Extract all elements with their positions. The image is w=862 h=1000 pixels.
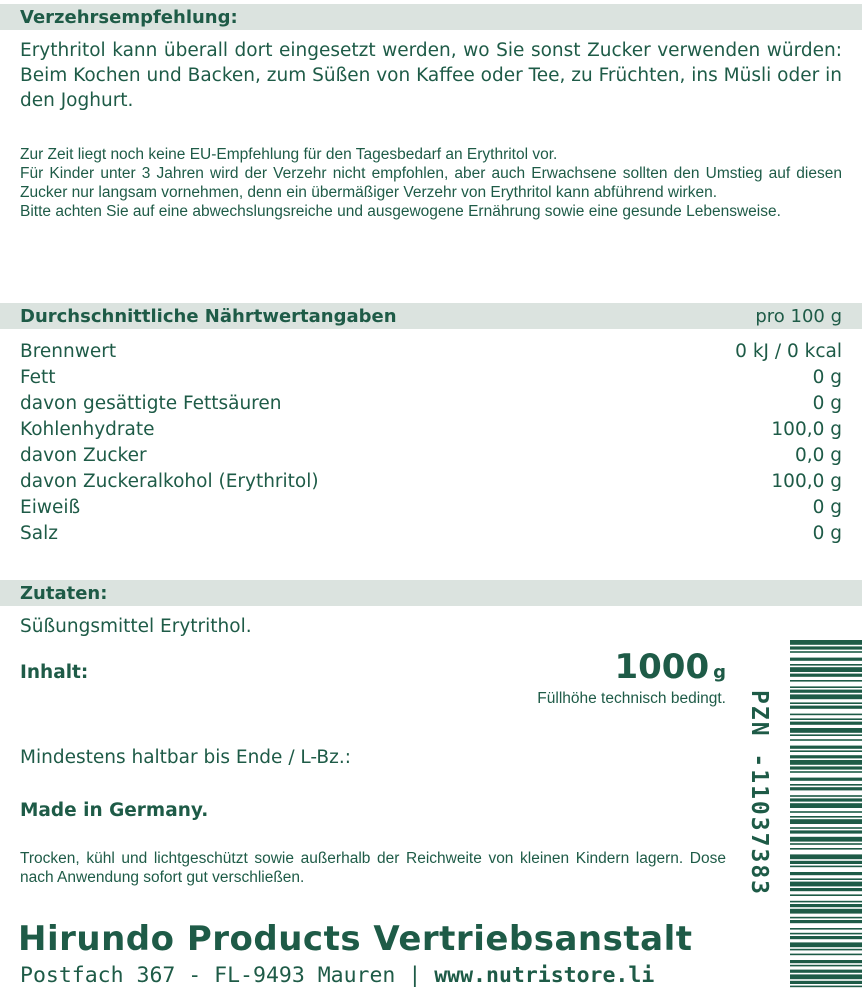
nutrient-value: 100,0 g	[771, 419, 842, 440]
ingredients-heading: Zutaten:	[20, 582, 108, 604]
barcode-bar	[790, 706, 862, 709]
barcode-bar	[790, 798, 862, 801]
barcode-bar	[790, 981, 862, 984]
usage-note: Bitte achten Sie auf eine abwechslungsreiche und ausgewogene Ernährung sowie eine gesunde Lebensweise.	[20, 203, 781, 220]
barcode-bar	[790, 778, 862, 781]
barcode-bar	[790, 816, 862, 818]
barcode-bar	[790, 784, 862, 786]
barcode-bar	[790, 904, 862, 907]
barcode-bar	[790, 686, 862, 688]
barcode-bar	[790, 882, 862, 887]
table-row	[20, 495, 842, 521]
table-row	[20, 521, 842, 547]
usage-notes	[20, 145, 842, 221]
barcode-bar	[790, 933, 862, 935]
table-row	[20, 417, 842, 443]
content-amount	[614, 647, 726, 693]
barcode-bar	[790, 746, 862, 749]
barcode-bar	[790, 909, 862, 914]
best-before: Mindestens haltbar bis Ende / L-Bz.:	[20, 747, 351, 768]
nutrition-header	[0, 303, 862, 329]
barcode-bar	[790, 866, 862, 868]
barcode-bar	[790, 640, 862, 645]
table-row	[20, 443, 842, 469]
barcode-bar	[790, 722, 862, 725]
nutrient-label: Eiweiß	[20, 497, 81, 518]
storage-note: Trocken, kühl und lichtgeschützt sowie außerhalb der Reichweite von kleinen Kindern lagern. Dose nach Anwendung sofort gut verschließen.	[20, 850, 726, 886]
barcode-bar	[790, 718, 862, 720]
barcode-bar	[790, 658, 862, 661]
amount-unit: g	[713, 662, 726, 683]
barcode-bar	[790, 646, 862, 649]
company-address	[20, 960, 654, 992]
barcode-bar	[790, 837, 862, 842]
barcode-bar	[790, 664, 862, 666]
nutrient-value: 0 g	[812, 497, 842, 518]
table-row	[20, 365, 842, 391]
barcode-bar	[790, 734, 862, 736]
barcode-bar	[790, 901, 862, 903]
barcode-bar	[790, 771, 862, 773]
table-row	[20, 469, 842, 495]
barcode-bar	[790, 827, 862, 829]
barcode-bar	[790, 848, 862, 850]
address-text: Postfach 367 - FL-9493 Mauren |	[20, 963, 435, 988]
amount-value: 1000	[614, 647, 710, 687]
barcode-bar	[790, 830, 862, 833]
barcode-bar	[790, 667, 862, 672]
barcode-bar	[790, 888, 862, 891]
nutrient-value: 0 g	[812, 367, 842, 388]
barcode-bar	[790, 949, 862, 951]
content-label: Inhalt:	[20, 662, 89, 683]
nutrition-per: pro 100 g	[755, 305, 842, 327]
barcode-bar	[790, 755, 862, 758]
nutrient-label: Brennwert	[20, 341, 117, 362]
barcode-bar	[790, 854, 862, 859]
nutrient-label: Fett	[20, 367, 56, 388]
barcode-bar	[790, 728, 862, 733]
barcode-bar	[790, 819, 862, 824]
usage-note: Für Kinder unter 3 Jahren wird der Verzehr nicht empfohlen, aber auch Erwachsene sollten den Umstieg auf diesen Zucker nur langsam vornehmen, denn ein übermäßiger Verzehr von Erythritol kann abführend wirken.	[20, 165, 842, 201]
nutrient-value: 0 g	[812, 523, 842, 544]
nutrient-label: Salz	[20, 523, 58, 544]
barcode-bar	[790, 674, 862, 677]
nutrient-value: 0 g	[812, 393, 842, 414]
barcode-bar	[790, 936, 862, 939]
barcode-bar	[790, 920, 862, 923]
origin: Made in Germany.	[20, 800, 209, 821]
barcode-bar	[790, 861, 862, 864]
barcode-bar	[790, 928, 862, 930]
barcode-bar	[790, 694, 862, 699]
barcode-bar	[790, 917, 862, 919]
barcode-bar	[790, 894, 862, 896]
barcode-bar	[790, 787, 862, 790]
barcode-bar	[790, 954, 862, 956]
table-row	[20, 391, 842, 417]
website-link[interactable]: www.nutristore.li	[434, 963, 655, 988]
usage-heading: Verzehrsempfehlung:	[20, 6, 238, 28]
barcode-bar	[790, 795, 862, 797]
fill-note: Füllhöhe technisch bedingt.	[537, 690, 726, 707]
barcode-bar	[790, 960, 862, 963]
nutrition-heading: Durchschnittliche Nährtwertangaben	[20, 305, 397, 327]
nutrient-label: Kohlenhydrate	[20, 419, 155, 440]
barcode-bar	[790, 811, 862, 813]
ingredients-text: Süßungsmittel Erytrithol.	[20, 616, 252, 637]
barcode-bar	[790, 690, 862, 693]
usage-lead: Erythritol kann überall dort eingesetzt werden, wo Sie sonst Zucker verwenden würden: Beim Kochen und Backen, zum Süßen von Kaffee oder Tee, zu Früchten, ins Müsli oder in den Joghurt.	[20, 40, 842, 111]
barcode-bar	[790, 974, 862, 979]
barcode	[790, 640, 862, 992]
nutrient-value: 0,0 g	[794, 445, 842, 466]
barcode-bar	[790, 714, 862, 716]
barcode-bar	[790, 651, 862, 653]
barcode-bar	[790, 766, 862, 769]
barcode-bar	[790, 760, 862, 765]
usage-note: Zur Zeit liegt noch keine EU-Empfehlung für den Tagesbedarf an Erythritol vor.	[20, 146, 558, 163]
barcode-bar	[790, 803, 862, 808]
nutrient-label: davon Zuckeralkohol (Erythritol)	[20, 471, 319, 492]
barcode-bar	[790, 965, 862, 967]
barcode-bar	[790, 942, 862, 947]
barcode-bar	[790, 970, 862, 973]
barcode-bar	[790, 750, 862, 752]
barcode-bar	[790, 739, 862, 741]
barcode-bar	[790, 878, 862, 880]
barcode-bar	[790, 986, 862, 988]
table-row	[20, 339, 842, 365]
barcode-bar	[790, 702, 862, 704]
nutrition-table	[20, 339, 842, 547]
barcode-bar	[790, 843, 862, 845]
nutrient-label: davon gesättigte Fettsäuren	[20, 393, 282, 414]
ingredients-header	[0, 580, 862, 606]
usage-header	[0, 4, 862, 30]
pzn-code: PZN -11037383	[746, 690, 772, 897]
nutrient-value: 0 kJ / 0 kcal	[735, 341, 842, 362]
nutrient-label: davon Zucker	[20, 445, 147, 466]
nutrient-value: 100,0 g	[771, 471, 842, 492]
company-name: Hirundo Products Vertriebsanstalt	[18, 919, 693, 959]
barcode-bar	[790, 680, 862, 682]
barcode-bar	[790, 872, 862, 875]
